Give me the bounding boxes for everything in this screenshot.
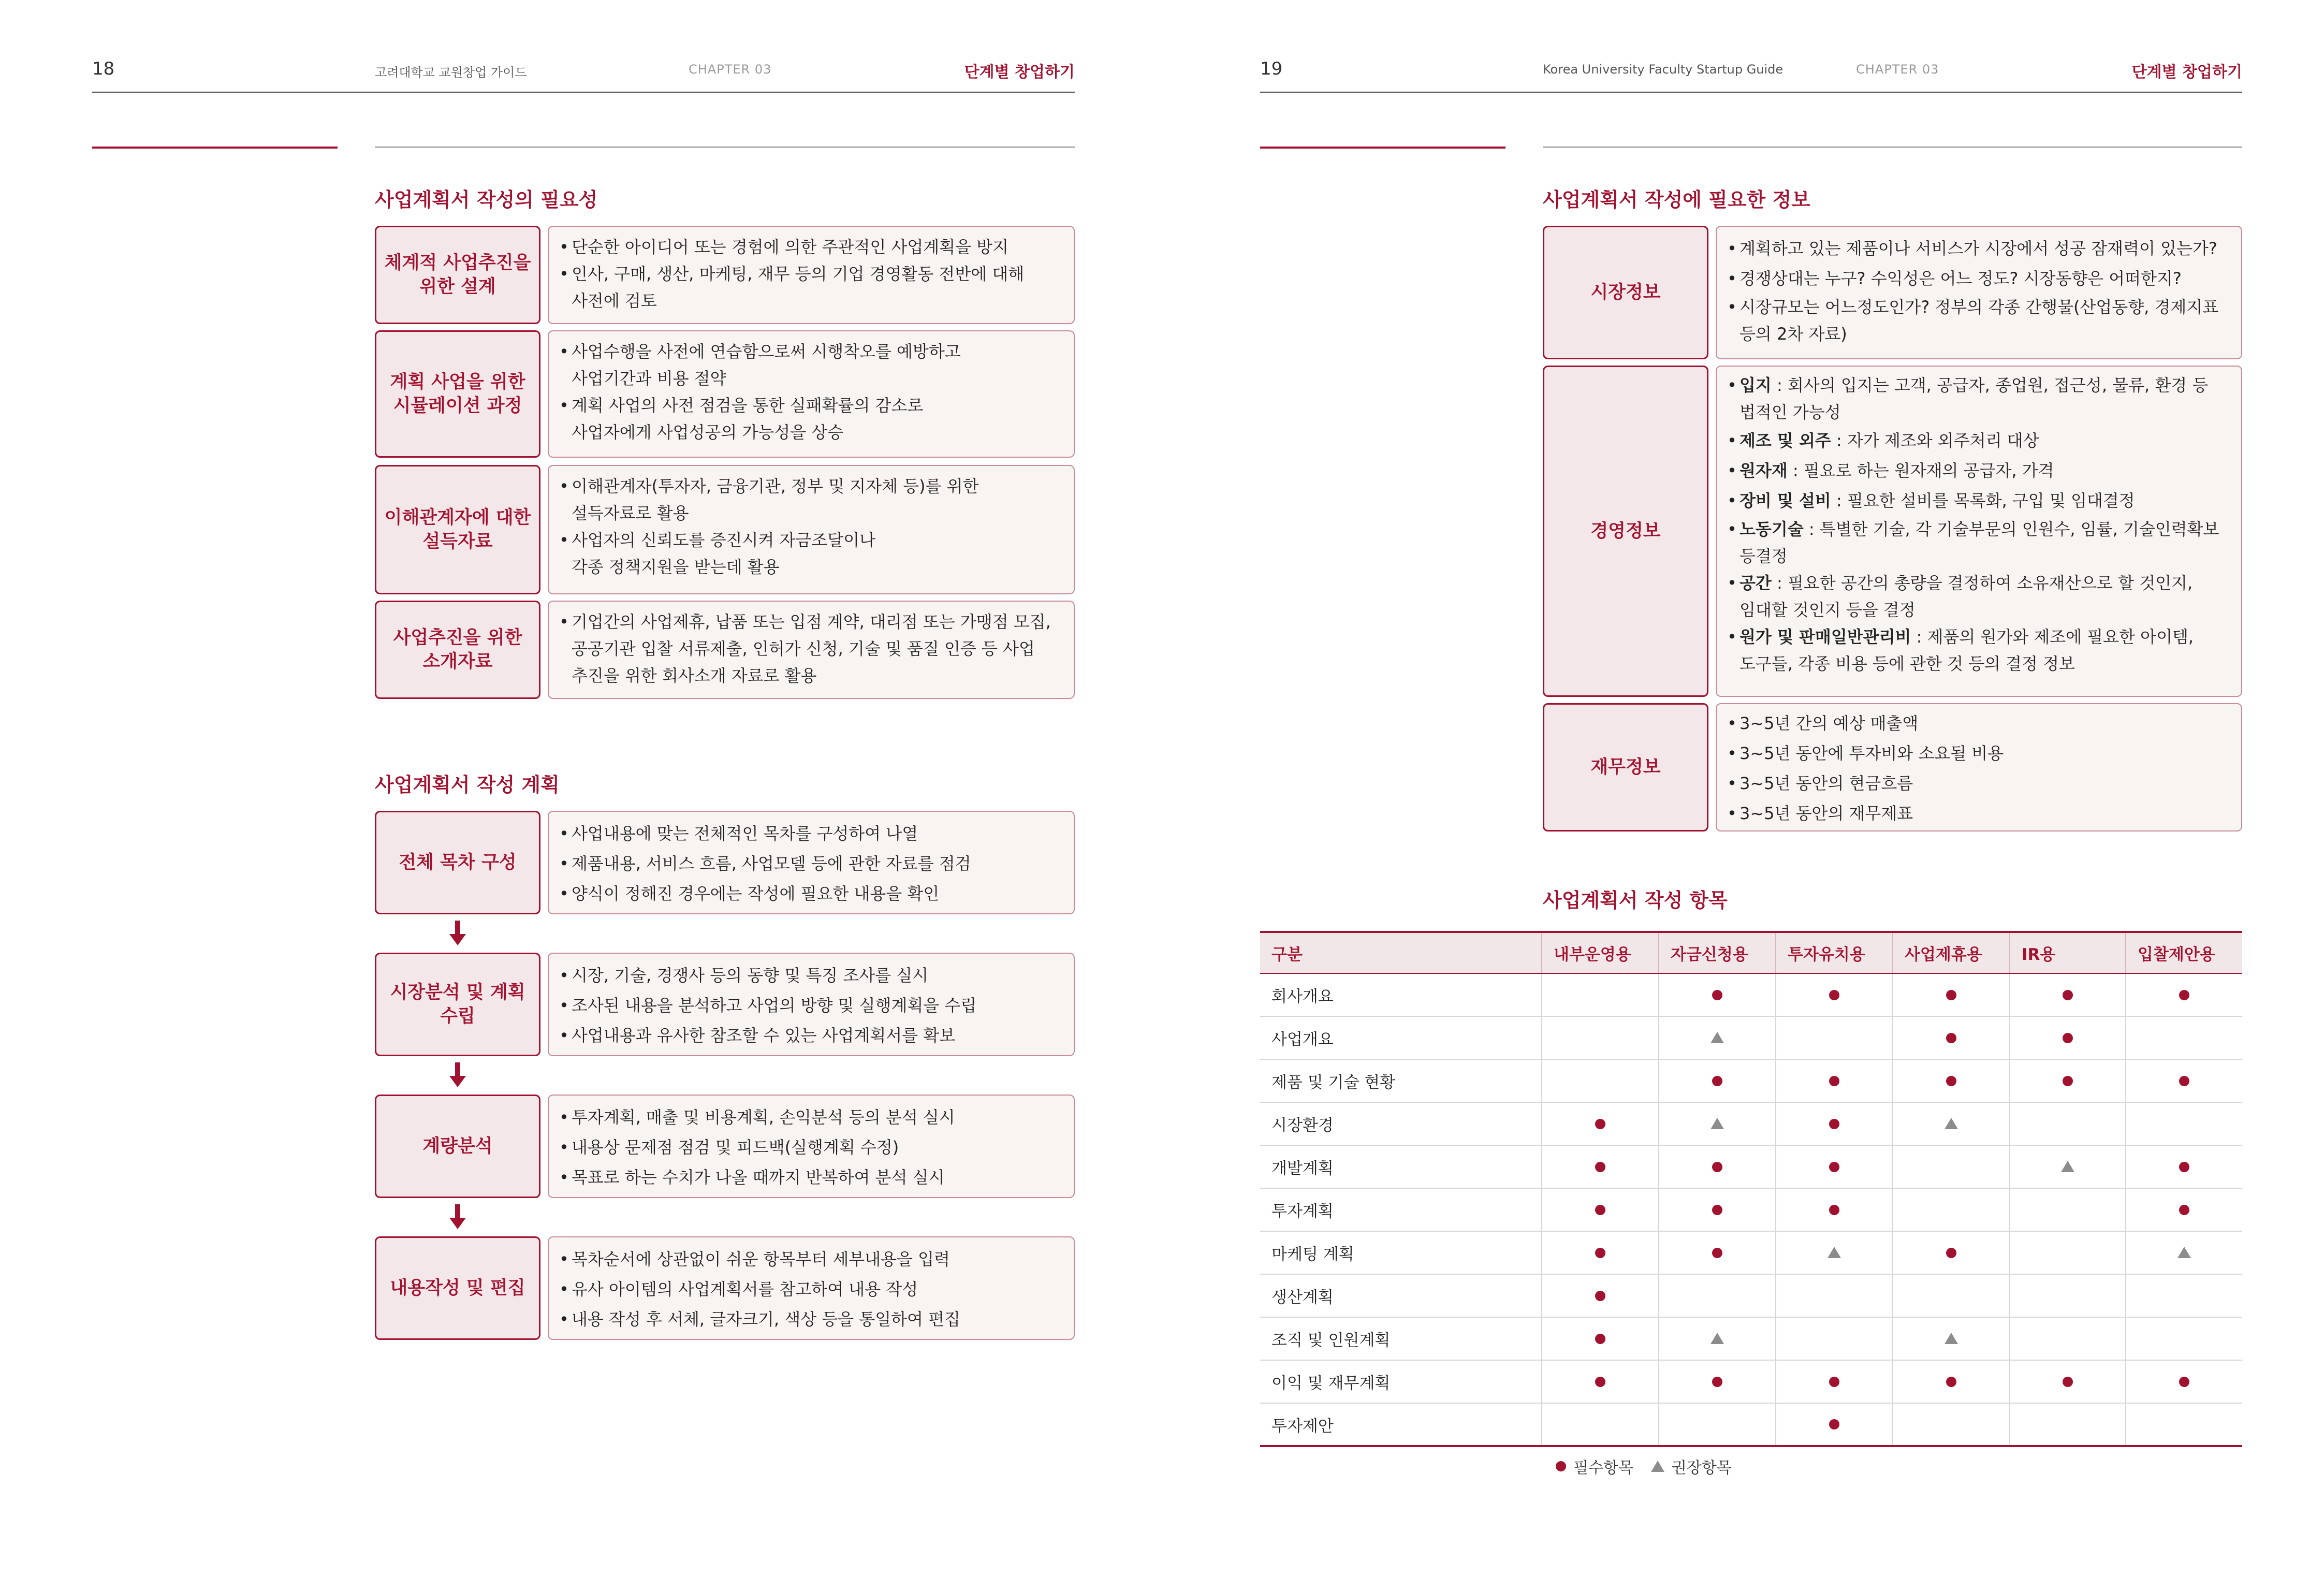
row-label: 생산계획 [1260, 1274, 1542, 1317]
bullet-item: • 계획 사업의 사전 점검을 통한 실패확률의 감소로 사업자에게 사업성공의 가능성을 상승 [559, 392, 1061, 446]
row-label: 제품 및 기술 현황 [1260, 1059, 1542, 1102]
table-cell [2126, 1102, 2242, 1145]
required-dot-icon [2179, 990, 2189, 1000]
label-text: 시장정보 [1590, 282, 1661, 303]
table-cell [1542, 973, 1659, 1016]
table-row [1260, 1016, 2242, 1059]
bullet-item: • 내용 작성 후 서체, 글자크기, 색상 등을 통일하여 편집 [559, 1304, 1061, 1334]
table-cell [1659, 1403, 1776, 1446]
table-cell [2010, 1403, 2126, 1446]
label-text: 재무정보 [1590, 757, 1661, 778]
necessity-section-title: 사업계획서 작성의 필요성 [375, 188, 598, 211]
bullet-item: • 사업수행을 사전에 연습함으로써 시행착오를 예방하고 사업기간과 비용 절약 [559, 338, 1061, 392]
table-cell [1659, 1231, 1776, 1274]
bullet-item [1727, 456, 2229, 486]
required-dot-icon [1595, 1291, 1605, 1301]
required-dot-icon [1556, 1461, 1566, 1471]
recommended-triangle-icon [1945, 1118, 1958, 1129]
required-dot-icon [1712, 1248, 1722, 1258]
required-dot-icon [1829, 990, 1839, 1000]
table-cell [1776, 1360, 1893, 1403]
bullet-text: : 필요한 공간의 총량을 결정하여 소유재산으로 할 것인지, 임대할 것인지 등을 결정 [1740, 573, 2193, 620]
required-dot-icon [1829, 1162, 1839, 1172]
recommended-triangle-icon [1711, 1032, 1724, 1043]
table-header-row [1260, 932, 2242, 973]
required-dot-icon [1595, 1162, 1605, 1172]
required-dot-icon [1946, 990, 1956, 1000]
column-header: 투자유치용 [1776, 932, 1893, 973]
necessity-content-2 [548, 330, 1075, 458]
table-cell [1542, 1317, 1659, 1360]
required-dot-icon [1829, 1377, 1839, 1387]
required-dot-icon [2179, 1162, 2189, 1172]
bullet-term: 공간 [1740, 573, 1772, 593]
required-dot-icon [1946, 1248, 1956, 1258]
column-header: IR용 [2010, 932, 2126, 973]
column-header: 자금신청용 [1659, 932, 1776, 973]
table-cell [2126, 1274, 2242, 1317]
table-cell [1893, 1188, 2010, 1231]
table-cell [2010, 1274, 2126, 1317]
right-page-number: 19 [1260, 59, 1283, 79]
table-cell [1893, 1102, 2010, 1145]
table-cell [1893, 1145, 2010, 1188]
table-cell [2126, 973, 2242, 1016]
table-cell [1893, 1403, 2010, 1446]
bullet-item: • 시장, 기술, 경쟁사 등의 동향 및 특징 조사를 실시 [559, 960, 1061, 990]
bullet-item [1727, 486, 2229, 516]
bullet-item: • 경쟁상대는 누구? 수익성은 어느 정도? 시장동향은 어떠한지? [1727, 264, 2229, 294]
bullet-item [1727, 623, 2229, 677]
table-cell [1776, 1317, 1893, 1360]
row-label: 투자제안 [1260, 1403, 1542, 1446]
table-cell [1776, 1403, 1893, 1446]
table-cell [1659, 973, 1776, 1016]
table-cell [2126, 1059, 2242, 1102]
required-dot-icon [1712, 1377, 1722, 1387]
required-dot-icon [1595, 1205, 1605, 1215]
table-row [1260, 1274, 2242, 1317]
required-dot-icon [1595, 1334, 1605, 1344]
right-chapter-label: CHAPTER 03 [1856, 62, 1939, 77]
necessity-content-1 [548, 226, 1075, 324]
table-cell [1659, 1016, 1776, 1059]
table-row [1260, 1102, 2242, 1145]
table-cell [1542, 1403, 1659, 1446]
plan-step-3-content [548, 1095, 1075, 1198]
table-cell [2010, 1317, 2126, 1360]
bullet-item [1727, 372, 2229, 426]
table-cell [2010, 1188, 2126, 1231]
bullet-item: • 목표로 하는 수치가 나올 때까지 반복하여 분석 실시 [559, 1162, 1061, 1192]
bullet-text: : 회사의 입지는 고객, 공급자, 종업원, 접근성, 물류, 환경 등 법적인 가능성 [1740, 375, 2209, 422]
table-cell [1776, 1016, 1893, 1059]
necessity-label-2 [375, 330, 540, 458]
table-cell [1659, 1317, 1776, 1360]
label-text: 계량분석 [422, 1136, 493, 1157]
bullet-item [1727, 570, 2229, 623]
bullet-item: • 유사 아이템의 사업계획서를 참고하여 내용 작성 [559, 1274, 1061, 1304]
table-row [1260, 1188, 2242, 1231]
table-cell [1659, 1059, 1776, 1102]
left-chapter-label: CHAPTER 03 [689, 62, 772, 77]
table-row [1260, 1403, 2242, 1446]
table-row [1260, 1059, 2242, 1102]
table-row [1260, 1231, 2242, 1274]
bullet-text: : 자가 제조와 외주처리 대상 [1831, 431, 2039, 450]
table-cell [1893, 1274, 2010, 1317]
table-cell [1893, 973, 2010, 1016]
recommended-triangle-icon [1945, 1333, 1958, 1344]
bullet-item: • 3~5년 동안의 재무제표 [1727, 798, 2229, 828]
required-dot-icon [2063, 1377, 2073, 1387]
left-header-rule [92, 92, 1075, 93]
recommended-triangle-icon [1828, 1247, 1841, 1258]
left-accent-rule [92, 147, 338, 149]
table-cell [1542, 1274, 1659, 1317]
necessity-content-3 [548, 465, 1075, 594]
required-dot-icon [2063, 1076, 2073, 1086]
required-dot-icon [1712, 1162, 1722, 1172]
table-legend [1556, 1455, 1732, 1478]
flow-down-arrow-icon [448, 1062, 467, 1088]
table-cell [2126, 1188, 2242, 1231]
table-cell [1659, 1360, 1776, 1403]
table-row [1260, 1360, 2242, 1403]
recommended-triangle-icon [1711, 1118, 1724, 1129]
bullet-item: • 제품내용, 서비스 흐름, 사업모델 등에 관한 자료를 점검 [559, 849, 1061, 879]
required-dot-icon [1946, 1377, 1956, 1387]
table-cell [2010, 1059, 2126, 1102]
plan-section-title: 사업계획서 작성 계획 [375, 774, 560, 796]
row-label: 사업개요 [1260, 1016, 1542, 1059]
bullet-item: • 투자계획, 매출 및 비용계획, 손익분석 등의 분석 실시 [559, 1102, 1061, 1132]
bullet-text: : 제품의 원가와 제조에 필요한 아이템, 도구들, 각종 비용 등에 관한 것 등의 결정 정보 [1740, 627, 2194, 674]
table-cell [2010, 973, 2126, 1016]
row-label: 개발계획 [1260, 1145, 1542, 1188]
table-cell [2010, 1145, 2126, 1188]
bullet-item: • 계획하고 있는 제품이나 서비스가 시장에서 성공 잠재력이 있는가? [1727, 234, 2229, 264]
info-label-finance [1543, 703, 1708, 832]
plan-step-2-label [375, 953, 540, 1056]
table-cell [1776, 1059, 1893, 1102]
row-label: 회사개요 [1260, 973, 1542, 1016]
required-dot-icon [2179, 1076, 2189, 1086]
label-text: 계획 사업을 위한 시뮬레이션 과정 [390, 372, 525, 416]
table-cell [1542, 1145, 1659, 1188]
bullet-item: • 3~5년 동안의 현금흐름 [1727, 768, 2229, 798]
table-cell [1659, 1188, 1776, 1231]
table-cell [1542, 1102, 1659, 1145]
table-cell [1776, 1188, 1893, 1231]
info-content-market [1716, 226, 2242, 359]
table-cell [2126, 1145, 2242, 1188]
required-dot-icon [1712, 990, 1722, 1000]
row-label: 마케팅 계획 [1260, 1231, 1542, 1274]
bullet-term: 제조 및 외주 [1740, 431, 1831, 450]
bullet-item: • 인사, 구매, 생산, 마케팅, 재무 등의 기업 경영활동 전반에 대해 사전에 검토 [559, 260, 1061, 314]
table-cell [2010, 1016, 2126, 1059]
column-header: 내부운영용 [1542, 932, 1659, 973]
bullet-item: • 사업내용에 맞는 전체적인 목차를 구성하여 나열 [559, 819, 1061, 849]
bullet-item: • 조사된 내용을 분석하고 사업의 방향 및 실행계획을 수립 [559, 990, 1061, 1020]
table-cell [1893, 1317, 2010, 1360]
right-section-label: 단계별 창업하기 [2131, 63, 2242, 81]
required-dot-icon [2179, 1377, 2189, 1387]
required-dot-icon [1829, 1205, 1839, 1215]
label-text: 내용작성 및 편집 [390, 1278, 525, 1299]
necessity-label-3 [375, 465, 540, 594]
plan-items-table [1260, 931, 2242, 1447]
required-dot-icon [1946, 1076, 1956, 1086]
right-accent-rule [1260, 147, 1506, 149]
required-dot-icon [1595, 1377, 1605, 1387]
recommended-triangle-icon [1651, 1461, 1664, 1472]
table-cell [1776, 1145, 1893, 1188]
required-dot-icon [1595, 1119, 1605, 1129]
row-label: 이익 및 재무계획 [1260, 1360, 1542, 1403]
right-header-title: Korea University Faculty Startup Guide [1543, 62, 1784, 77]
bullet-item [1727, 516, 2229, 570]
flow-down-arrow-icon [448, 921, 467, 946]
flow-down-arrow-icon [448, 1204, 467, 1230]
table-cell [1776, 973, 1893, 1016]
table-cell [1659, 1274, 1776, 1317]
table-row [1260, 973, 2242, 1016]
bullet-text: : 필요한 설비를 목록화, 구입 및 임대결정 [1831, 491, 2135, 510]
column-header: 구분 [1260, 932, 1542, 973]
table-cell [2126, 1360, 2242, 1403]
table-cell [1893, 1231, 2010, 1274]
plan-step-4-content [548, 1236, 1075, 1340]
label-text: 이해관계자에 대한 설득자료 [384, 507, 531, 552]
required-dot-icon [2179, 1205, 2189, 1215]
table-cell [1776, 1102, 1893, 1145]
row-label: 시장환경 [1260, 1102, 1542, 1145]
necessity-label-4 [375, 601, 540, 699]
table-cell [1542, 1231, 1659, 1274]
bullet-item [1727, 426, 2229, 456]
bullet-term: 노동기술 [1740, 519, 1804, 539]
recommended-triangle-icon [2061, 1161, 2074, 1172]
table-cell [1893, 1059, 2010, 1102]
plan-step-2-content [548, 953, 1075, 1056]
table-cell [1659, 1102, 1776, 1145]
table-cell [1776, 1231, 1893, 1274]
plan-step-3-label [375, 1095, 540, 1198]
right-content-rule [1543, 147, 2242, 148]
necessity-label-1 [375, 226, 540, 324]
info-content-finance [1716, 703, 2242, 832]
plan-step-4-label [375, 1236, 540, 1340]
info-section-title: 사업계획서 작성에 필요한 정보 [1543, 188, 1810, 211]
table-cell [1776, 1274, 1893, 1317]
left-header-title: 고려대학교 교원창업 가이드 [375, 65, 527, 80]
required-dot-icon [2063, 990, 2073, 1000]
row-label: 투자계획 [1260, 1188, 1542, 1231]
bullet-item: • 3~5년 동안에 투자비와 소요될 비용 [1727, 738, 2229, 768]
required-dot-icon [1712, 1205, 1722, 1215]
table-cell [1893, 1016, 2010, 1059]
column-header: 입찰제안용 [2126, 932, 2242, 973]
required-dot-icon [1829, 1119, 1839, 1129]
legend-recommended-label: 권장항목 [1671, 1459, 1732, 1477]
table-cell [1542, 1016, 1659, 1059]
bullet-text: : 필요로 하는 원자재의 공급자, 가격 [1787, 461, 2054, 480]
bullet-term: 원가 및 판매일반관리비 [1740, 627, 1911, 647]
required-dot-icon [1712, 1076, 1722, 1086]
bullet-item: • 단순한 아이디어 또는 경험에 의한 주관적인 사업계획을 방지 [559, 234, 1061, 260]
bullet-term: 장비 및 설비 [1740, 491, 1831, 510]
required-dot-icon [1829, 1076, 1839, 1086]
table-row [1260, 1145, 2242, 1188]
recommended-triangle-icon [1711, 1333, 1724, 1344]
row-label: 조직 및 인원계획 [1260, 1317, 1542, 1360]
plan-step-1-label [375, 811, 540, 914]
table-cell [2126, 1317, 2242, 1360]
required-dot-icon [1946, 1033, 1956, 1043]
table-cell [2010, 1360, 2126, 1403]
plan-step-1-content [548, 811, 1075, 914]
left-content-rule [375, 147, 1075, 148]
label-text: 시장분석 및 계획 수립 [390, 982, 525, 1027]
items-section-title: 사업계획서 작성 항목 [1543, 889, 1728, 912]
necessity-content-4 [548, 601, 1075, 699]
bullet-item: • 목차순서에 상관없이 쉬운 항목부터 세부내용을 입력 [559, 1244, 1061, 1274]
left-page-number: 18 [92, 59, 115, 79]
label-text: 체계적 사업추진을 위한 설계 [384, 253, 531, 297]
bullet-term: 입지 [1740, 375, 1772, 395]
recommended-triangle-icon [2177, 1247, 2191, 1258]
label-text: 경영정보 [1590, 521, 1661, 542]
table-cell [2126, 1016, 2242, 1059]
required-dot-icon [2063, 1033, 2073, 1043]
table-body [1260, 973, 2242, 1446]
bullet-item: • 내용상 문제점 점검 및 피드백(실행계획 수정) [559, 1132, 1061, 1162]
bullet-item: • 사업내용과 유사한 참조할 수 있는 사업계획서를 확보 [559, 1020, 1061, 1051]
bullet-item: • 시장규모는 어느정도인가? 정부의 각종 간행물(산업동향, 경제지표 등의 2차 자료) [1727, 294, 2229, 347]
info-label-management [1543, 366, 1708, 697]
bullet-item: • 양식이 정해진 경우에는 작성에 필요한 내용을 확인 [559, 879, 1061, 909]
info-label-market [1543, 226, 1708, 359]
label-text: 사업추진을 위한 소개자료 [393, 628, 522, 672]
bullet-term: 원자재 [1740, 461, 1788, 480]
legend-required-label: 필수항목 [1573, 1459, 1633, 1477]
table-cell [1542, 1059, 1659, 1102]
table-cell [1542, 1188, 1659, 1231]
table-cell [2010, 1102, 2126, 1145]
table-cell [1542, 1360, 1659, 1403]
bullet-item: • 이해관계자(투자자, 금융기관, 정부 및 지자체 등)를 위한 설득자료로 활용 [559, 473, 1061, 527]
table-row [1260, 1317, 2242, 1360]
left-section-label: 단계별 창업하기 [964, 63, 1075, 81]
label-text: 전체 목차 구성 [399, 852, 517, 873]
bullet-item: • 기업간의 사업제휴, 납품 또는 입점 계약, 대리점 또는 가맹점 모집, 공공기관 입찰 서류제출, 인허가 신청, 기술 및 품질 인증 등 사업 추진을 위한 회사소개 자료로 활용 [559, 608, 1061, 689]
table-cell [2010, 1231, 2126, 1274]
table-cell [1659, 1145, 1776, 1188]
required-dot-icon [1829, 1419, 1839, 1429]
required-dot-icon [1595, 1248, 1605, 1258]
column-header: 사업제휴용 [1893, 932, 2010, 973]
info-content-management [1716, 366, 2242, 697]
right-header-rule [1260, 92, 2242, 93]
table-cell [2126, 1403, 2242, 1446]
table-cell [1893, 1360, 2010, 1403]
bullet-text: : 특별한 기술, 각 기술부문의 인원수, 임률, 기술인력확보 등결정 [1740, 519, 2219, 566]
bullet-item: • 3~5년 간의 예상 매출액 [1727, 708, 2229, 738]
table-cell [2126, 1231, 2242, 1274]
bullet-item: • 사업자의 신뢰도를 증진시켜 자금조달이나 각종 정책지원을 받는데 활용 [559, 527, 1061, 580]
